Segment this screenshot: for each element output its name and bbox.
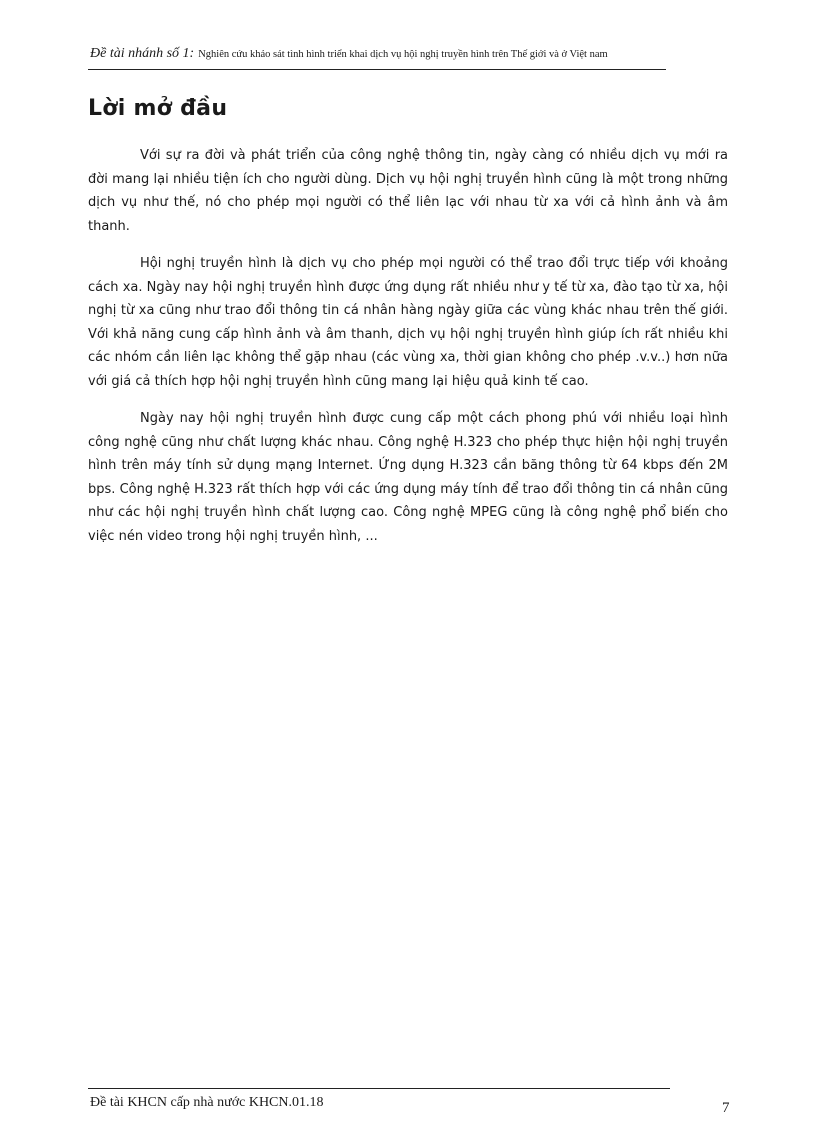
page-number: 7 (722, 1100, 730, 1116)
body-text (88, 144, 728, 562)
paragraph-2: Hội nghị truyền hình là dịch vụ cho phép mọi người có thể trao đổi trực tiếp với khoảng cách xa. Ngày nay hội nghị truyền hình được ứng dụng rất nhiều như y tế từ xa, đào tạo từ xa, hội nghị từ xa cũng như trao đổi thông tin cá nhân hàng ngày giữa các vùng khác nhau trên thế giới. Với khả năng cung cấp hình ảnh và âm thanh, dịch vụ hội nghị truyền hình giúp ích rất nhiều khi các nhóm cần liên lạc không thể gặp nhau (các vùng xa, thời gian không cho phép .v.v..) hơn nữa với giá cả thích hợp hội nghị truyền hình cũng mang lại hiệu quả kinh tế cao. (88, 256, 728, 389)
paragraph-3: Ngày nay hội nghị truyền hình được cung cấp một cách phong phú với nhiều loại hình công nghệ cũng như chất lượng khác nhau. Công nghệ H.323 cho phép thực hiện hội nghị truyền hình trên máy tính sử dụng mạng Internet. Ứng dụng H.323 cần băng thông từ 64 kbps đến 2M bps. Công nghệ H.323 rất thích hợp với các ứng dụng máy tính để trao đổi thông tin cá nhân cũng như các hội nghị truyền hình chất lượng cao. Công nghệ MPEG cũng là công nghệ phổ biến cho việc nén video trong hội nghị truyền hình, ... (88, 411, 728, 544)
footer-text: Đề tài KHCN cấp nhà nước KHCN.01.18 (90, 1095, 324, 1110)
footer-rule (88, 1088, 670, 1089)
header-rule (88, 69, 666, 70)
page-title: Lời mở đầu (88, 96, 228, 121)
paragraph-1: Với sự ra đời và phát triển của công nghệ thông tin, ngày càng có nhiều dịch vụ mới ra đời mang lại nhiều tiện ích cho người dùng. Dịch vụ hội nghị truyền hình cũng là một trong những dịch vụ như thế, nó cho phép mọi người có thể liên lạc với nhau từ xa với cả hình ảnh và âm thanh. (88, 148, 728, 234)
header-prefix: Đề tài nhánh số 1: (90, 46, 195, 61)
header-text: Nghiên cứu khảo sát tình hình triển khai dịch vụ hội nghị truyền hình trên Thế giới và ở Việt nam (198, 49, 608, 60)
running-header (90, 44, 720, 62)
